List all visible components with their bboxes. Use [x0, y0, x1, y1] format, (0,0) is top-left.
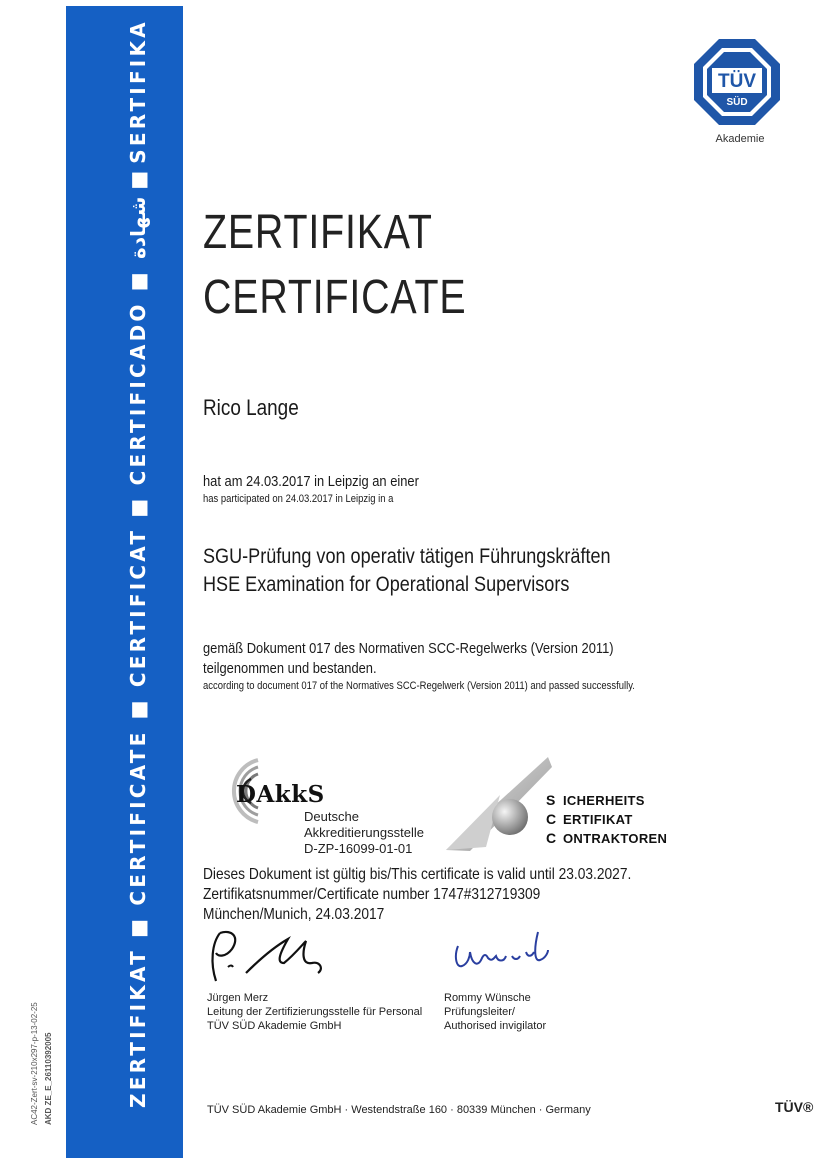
- dakks-id: D-ZP-16099-01-01: [304, 841, 413, 856]
- signature-wuensche: [448, 922, 558, 984]
- signatory2-role1: Prüfungsleiter/: [444, 1006, 515, 1018]
- dakks-line1: Deutsche: [304, 809, 359, 824]
- footer-tuv-mark: TÜV®: [775, 1099, 814, 1115]
- scc-emblem: [440, 755, 555, 855]
- certificate-number: Zertifikatsnummer/Certificate number 1747#312719309: [203, 886, 541, 903]
- course-english: HSE Examination for Operational Supervisors: [203, 573, 570, 596]
- signatory2-role2: Authorised invigilator: [444, 1020, 547, 1032]
- place-and-date: München/Munich, 24.03.2017: [203, 906, 385, 923]
- signatory1-role2: TÜV SÜD Akademie GmbH: [207, 1020, 342, 1032]
- recipient-name: Rico Lange: [203, 395, 299, 420]
- signatory1-role1: Leitung der Zertifizierungsstelle für Personal: [207, 1006, 423, 1018]
- logo-caption: Akademie: [715, 133, 765, 145]
- signatory1-block: [207, 991, 422, 1033]
- signatory2-block: [444, 991, 546, 1033]
- basis-german-line1: gemäß Dokument 017 des Normativen SCC-Regelwerks (Version 2011): [203, 640, 614, 657]
- signatory2-name: Rommy Wünsche: [444, 992, 531, 1004]
- dakks-name: DAkkS: [236, 781, 325, 808]
- title-german: ZERTIFIKAT: [203, 206, 433, 259]
- band-multilingual-text: ZERTIFIKAT ■ CERTIFICATE ■ CERTIFICAT ■ CERTIFICADO ■ شهادة ■ SERTIFIKA: [126, 19, 150, 1108]
- signatory1-name: Jürgen Merz: [207, 992, 269, 1004]
- form-code: AC42-Zert-sv-210x297-p-13-02-25: [30, 1002, 39, 1125]
- scc-line2: C ERTIFIKAT: [546, 811, 633, 827]
- tuv-sud-logo: [693, 38, 781, 126]
- scc-line3: C ONTRAKTOREN: [546, 830, 668, 846]
- basis-german-line2: teilgenommen und bestanden.: [203, 660, 377, 677]
- title-english: CERTIFICATE: [203, 271, 467, 324]
- logo-text-sud: SÜD: [726, 97, 748, 108]
- signature-merz: [198, 923, 338, 985]
- footer-address: TÜV SÜD Akademie GmbH · Westendstraße 160 · 80339 München · Germany: [207, 1104, 591, 1116]
- participation-english: has participated on 24.03.2017 in Leipzig in a: [203, 493, 394, 505]
- validity-statement: Dieses Dokument ist gültig bis/This certificate is valid until 23.03.2027.: [203, 866, 632, 883]
- scc-line1: S ICHERHEITS: [546, 792, 645, 808]
- dakks-line2: Akkreditierungsstelle: [304, 825, 424, 840]
- basis-english: according to document 017 of the Normatives SCC-Regelwerk (Version 2011) and passed successfully.: [203, 680, 635, 692]
- course-german: SGU-Prüfung von operativ tätigen Führungskräften: [203, 545, 611, 568]
- document-code: AKD ZE_E_26110392005: [44, 1032, 53, 1125]
- logo-text-tuv: TÜV: [718, 71, 756, 92]
- participation-german: hat am 24.03.2017 in Leipzig an einer: [203, 473, 419, 490]
